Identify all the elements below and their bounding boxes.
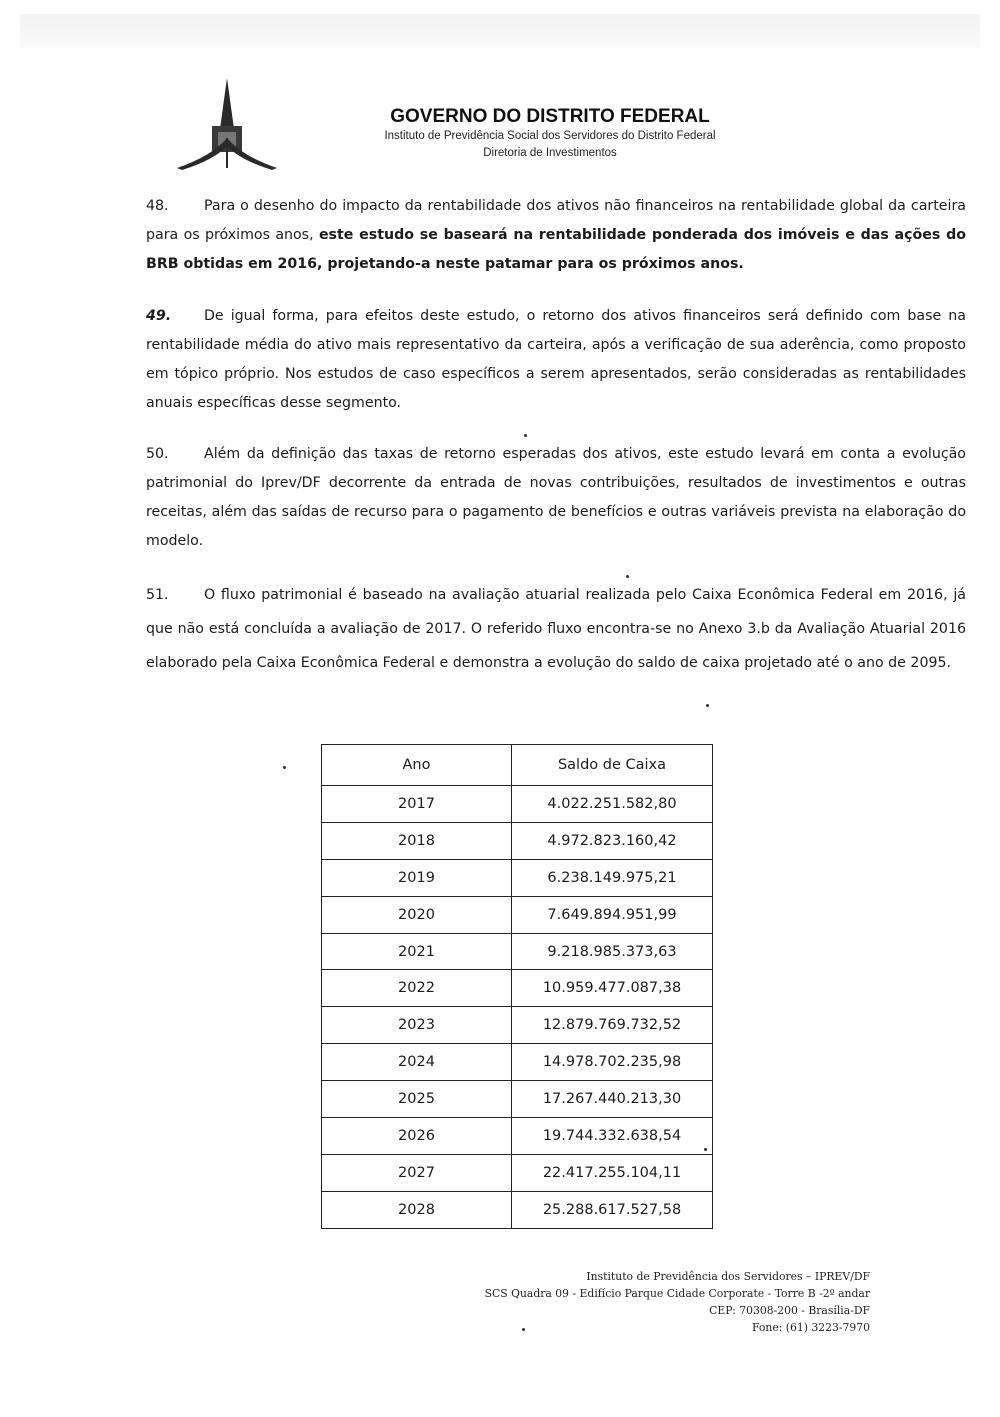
cell-year: 2020 [322,896,512,933]
cell-balance: 9.218.985.373,63 [512,933,713,970]
table-row [322,786,713,823]
paragraph-49 [146,302,966,418]
footer-address: SCS Quadra 09 - Edifício Parque Cidade Corporate - Torre B -2º andar [484,1287,870,1300]
cell-balance: 14.978.702.235,98 [512,1044,713,1081]
cell-year: 2017 [322,786,512,823]
cell-year: 2028 [322,1191,512,1228]
cell-year: 2022 [322,970,512,1007]
scan-speck [704,1148,707,1151]
paragraph-number: 51. [146,587,169,603]
table-row [322,970,713,1007]
cell-balance: 4.972.823.160,42 [512,822,713,859]
document-footer [350,1268,870,1336]
cell-year: 2018 [322,822,512,859]
table-row [322,1081,713,1118]
paragraph-number: 50. [146,446,169,462]
cell-balance: 17.267.440.213,30 [512,1081,713,1118]
cell-balance: 6.238.149.975,21 [512,859,713,896]
scan-speck [524,434,527,437]
cell-balance: 10.959.477.087,38 [512,970,713,1007]
footer-cep: CEP: 70308-200 - Brasília-DF [709,1304,870,1317]
table-row [322,1154,713,1191]
scan-speck [706,704,709,707]
paragraph-48 [146,192,966,279]
cell-balance: 12.879.769.732,52 [512,1007,713,1044]
table-row [322,822,713,859]
document-header [0,72,1000,182]
saldo-caixa-table [321,744,713,1229]
header-title: GOVERNO DO DISTRITO FEDERAL [390,106,710,127]
table-row [322,1007,713,1044]
cell-year: 2023 [322,1007,512,1044]
table-row [322,859,713,896]
column-header-ano: Ano [322,745,512,786]
table-row [322,1118,713,1155]
table-row [322,933,713,970]
paragraph-text: Além da definição das taxas de retorno esperadas dos ativos, este estudo levará em conta a evolução patrimonial do Iprev/DF decorrente da entrada de novas contribuições, resultados de investimentos e outras receitas, além das saídas de recurso para o pagamento de benefícios e outras variáveis prevista na elaboração do modelo. [146,446,966,549]
footer-phone: Fone: (61) 3223-7970 [751,1321,870,1334]
table-row [322,1044,713,1081]
cell-balance: 19.744.332.638,54 [512,1118,713,1155]
header-department: Diretoria de Investimentos [483,147,617,159]
cell-balance: 7.649.894.951,99 [512,896,713,933]
paragraph-text: De igual forma, para efeitos deste estudo, o retorno dos ativos financeiros será definido com base na rentabilidade média do ativo mais representativo da carteira, após a verificação de sua aderência, como proposto em tópico próprio. Nos estudos de caso específicos a serem apresentados, serão consideradas as rentabilidades anuais específicas desse segmento. [146,308,966,411]
cell-year: 2021 [322,933,512,970]
brasilia-crest-icon [172,76,282,176]
scan-speck [283,766,286,769]
table-header-row [322,745,713,786]
paragraph-51 [146,578,966,680]
paragraph-number: 49. [146,308,172,324]
cell-balance: 4.022.251.582,80 [512,786,713,823]
cell-year: 2024 [322,1044,512,1081]
table-row [322,896,713,933]
scan-speck [522,1328,525,1331]
paragraph-text: Para o desenho do impacto da rentabilidade dos ativos não financeiros na rentabilidade global da carteira para os próximos anos, [146,198,966,243]
paragraph-50 [146,440,966,556]
cell-balance: 25.288.617.527,58 [512,1191,713,1228]
paragraph-bold-text: este estudo se baseará na rentabilidade ponderada dos imóveis e das ações do BRB obtidas em 2016, projetando-a neste patamar para os próximos anos. [146,227,966,272]
column-header-saldo: Saldo de Caixa [512,745,713,786]
table-row [322,1191,713,1228]
footer-institution: Instituto de Previdência dos Servidores – IPREV/DF [586,1270,870,1283]
cell-year: 2027 [322,1154,512,1191]
cell-year: 2019 [322,859,512,896]
scan-speck [626,575,629,578]
cell-year: 2026 [322,1118,512,1155]
scan-top-band [20,14,980,48]
cell-balance: 22.417.255.104,11 [512,1154,713,1191]
header-subtitle: Instituto de Previdência Social dos Servidores do Distrito Federal [384,130,716,142]
cell-year: 2025 [322,1081,512,1118]
paragraph-number: 48. [146,198,169,214]
paragraph-text: O fluxo patrimonial é baseado na avaliação atuarial realizada pelo Caixa Econômica Federal em 2016, já que não está concluída a avaliação de 2017. O referido fluxo encontra-se no Anexo 3.b da Avaliação Atuarial 2016 elaborado pela Caixa Econômica Federal e demonstra a evolução do saldo de caixa projetado até o ano de 2095. [146,587,966,671]
